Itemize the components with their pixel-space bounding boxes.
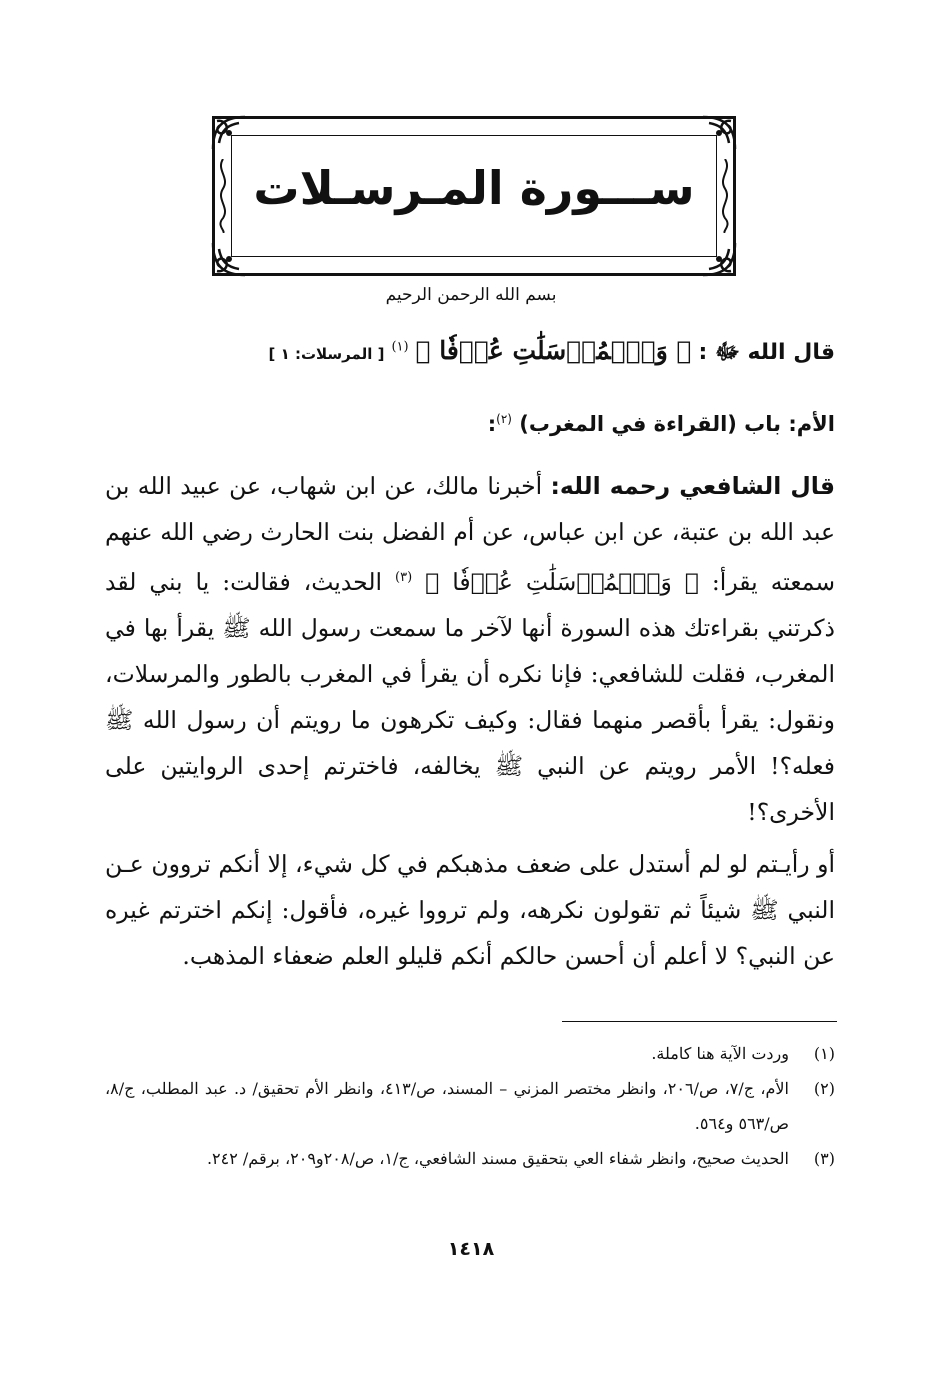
paragraph-1-footnote-mark: (٣) xyxy=(395,570,413,585)
footnote-2-text: الأم، ج/٧، ص/٢٠٦، وانظر مختصر المزني – المسند، ص/٤١٣، وانظر الأم تحقيق/ د. عبد المطلب، ج/٨، ص/٥٦٣ و٥٦٤. xyxy=(105,1079,790,1133)
paragraph-1-lead: قال الشافعي رحمه الله: xyxy=(550,472,835,500)
frame-ornament-top-left xyxy=(209,113,249,153)
footnote-2-number: (٢) xyxy=(813,1079,835,1098)
footnote-3 xyxy=(105,1141,835,1176)
section-footnote-mark: (٢) xyxy=(496,412,512,426)
verse-footnote-mark: (١) xyxy=(391,339,409,355)
paragraph-2-text: أو رأيـتم لو لم أستدل على ضعف مذهبكم في كل شيء، إلا أنكم تروون عـن النبي ﷺ شيئاً ثم تقولون نكرهه، ولم ترووا غيره، فأقول: إنكم اخترتم غيره عن النبي؟ لا أعلم أن أحسن حالكم أنكم قليلو العلم ضعفاء المذهب. xyxy=(105,849,835,970)
footnote-1-text: وردت الآية هنا كاملة. xyxy=(651,1044,789,1063)
verse-reference: [ المرسلات: ١ ] xyxy=(268,345,385,363)
body-text xyxy=(105,463,835,985)
verse-quran-text: ﴿ وَٱلۡمُرۡسَلَٰتِ عُرۡفٗا ﴾ xyxy=(415,336,692,365)
section-heading xyxy=(105,412,835,436)
section-heading-suffix: : xyxy=(487,412,497,436)
section-heading-text: الأم: باب (القراءة في المغرب) xyxy=(519,412,835,436)
paragraph-1-text-before: أخبرنا مالك، عن ابن شهاب، عن عبيد الله بن عبد الله بن عتبة، عن ابن عباس، عن أم الفضل بنت الحارث رضي الله عنهم سمعته يقرأ: ﴿ وَٱلۡمُرۡسَلَٰتِ عُرۡفٗا ﴾ xyxy=(105,472,836,596)
footnote-2 xyxy=(105,1071,835,1141)
verse-speaker: قال الله ﷻ : xyxy=(698,340,835,365)
page-number: ١٤١٨ xyxy=(447,1238,495,1260)
frame-ornament-top-right xyxy=(699,113,739,153)
footnote-separator xyxy=(562,1021,837,1022)
frame-ornament-bottom-left xyxy=(209,239,249,279)
paragraph-1-text-after: الحديث، فقالت: يا بني لقد ذكرتني بقراءتك هذه السورة أنها لآخر ما سمعت رسول الله ﷺ يقرأ بها في المغرب، فقلت للشافعي: فإنا نكره أن يقرأ في المغرب بالطور والمرسلات، ونقول: يقرأ بأقصر منهما فقال: وكيف تكرهون ما رويتم أن رسول الله ﷺ فعله؟! الأمر رويتم عن النبي ﷺ يخالفه، فاخترتم إحدى الروايتين على الأخرى؟! xyxy=(105,567,835,826)
footnote-1-number: (١) xyxy=(813,1044,835,1063)
paragraph-1 xyxy=(105,463,835,835)
verse-line xyxy=(105,336,835,370)
frame-ornament-bottom-right xyxy=(699,239,739,279)
basmala: بسم الله الرحمن الرحيم xyxy=(385,285,557,305)
footnote-3-text: الحديث صحيح، وانظر شفاء العي بتحقيق مسند الشافعي، ج/١، ص/٢٠٨و٢٠٩، برقم/ ٢٤٢. xyxy=(206,1149,789,1168)
footnote-1 xyxy=(105,1036,835,1071)
surah-title-frame xyxy=(212,116,736,276)
surah-title: ســـورة المـرسـلات xyxy=(253,161,695,215)
footnotes xyxy=(105,1036,835,1176)
paragraph-2 xyxy=(105,841,835,979)
footnote-3-number: (٣) xyxy=(813,1149,835,1168)
